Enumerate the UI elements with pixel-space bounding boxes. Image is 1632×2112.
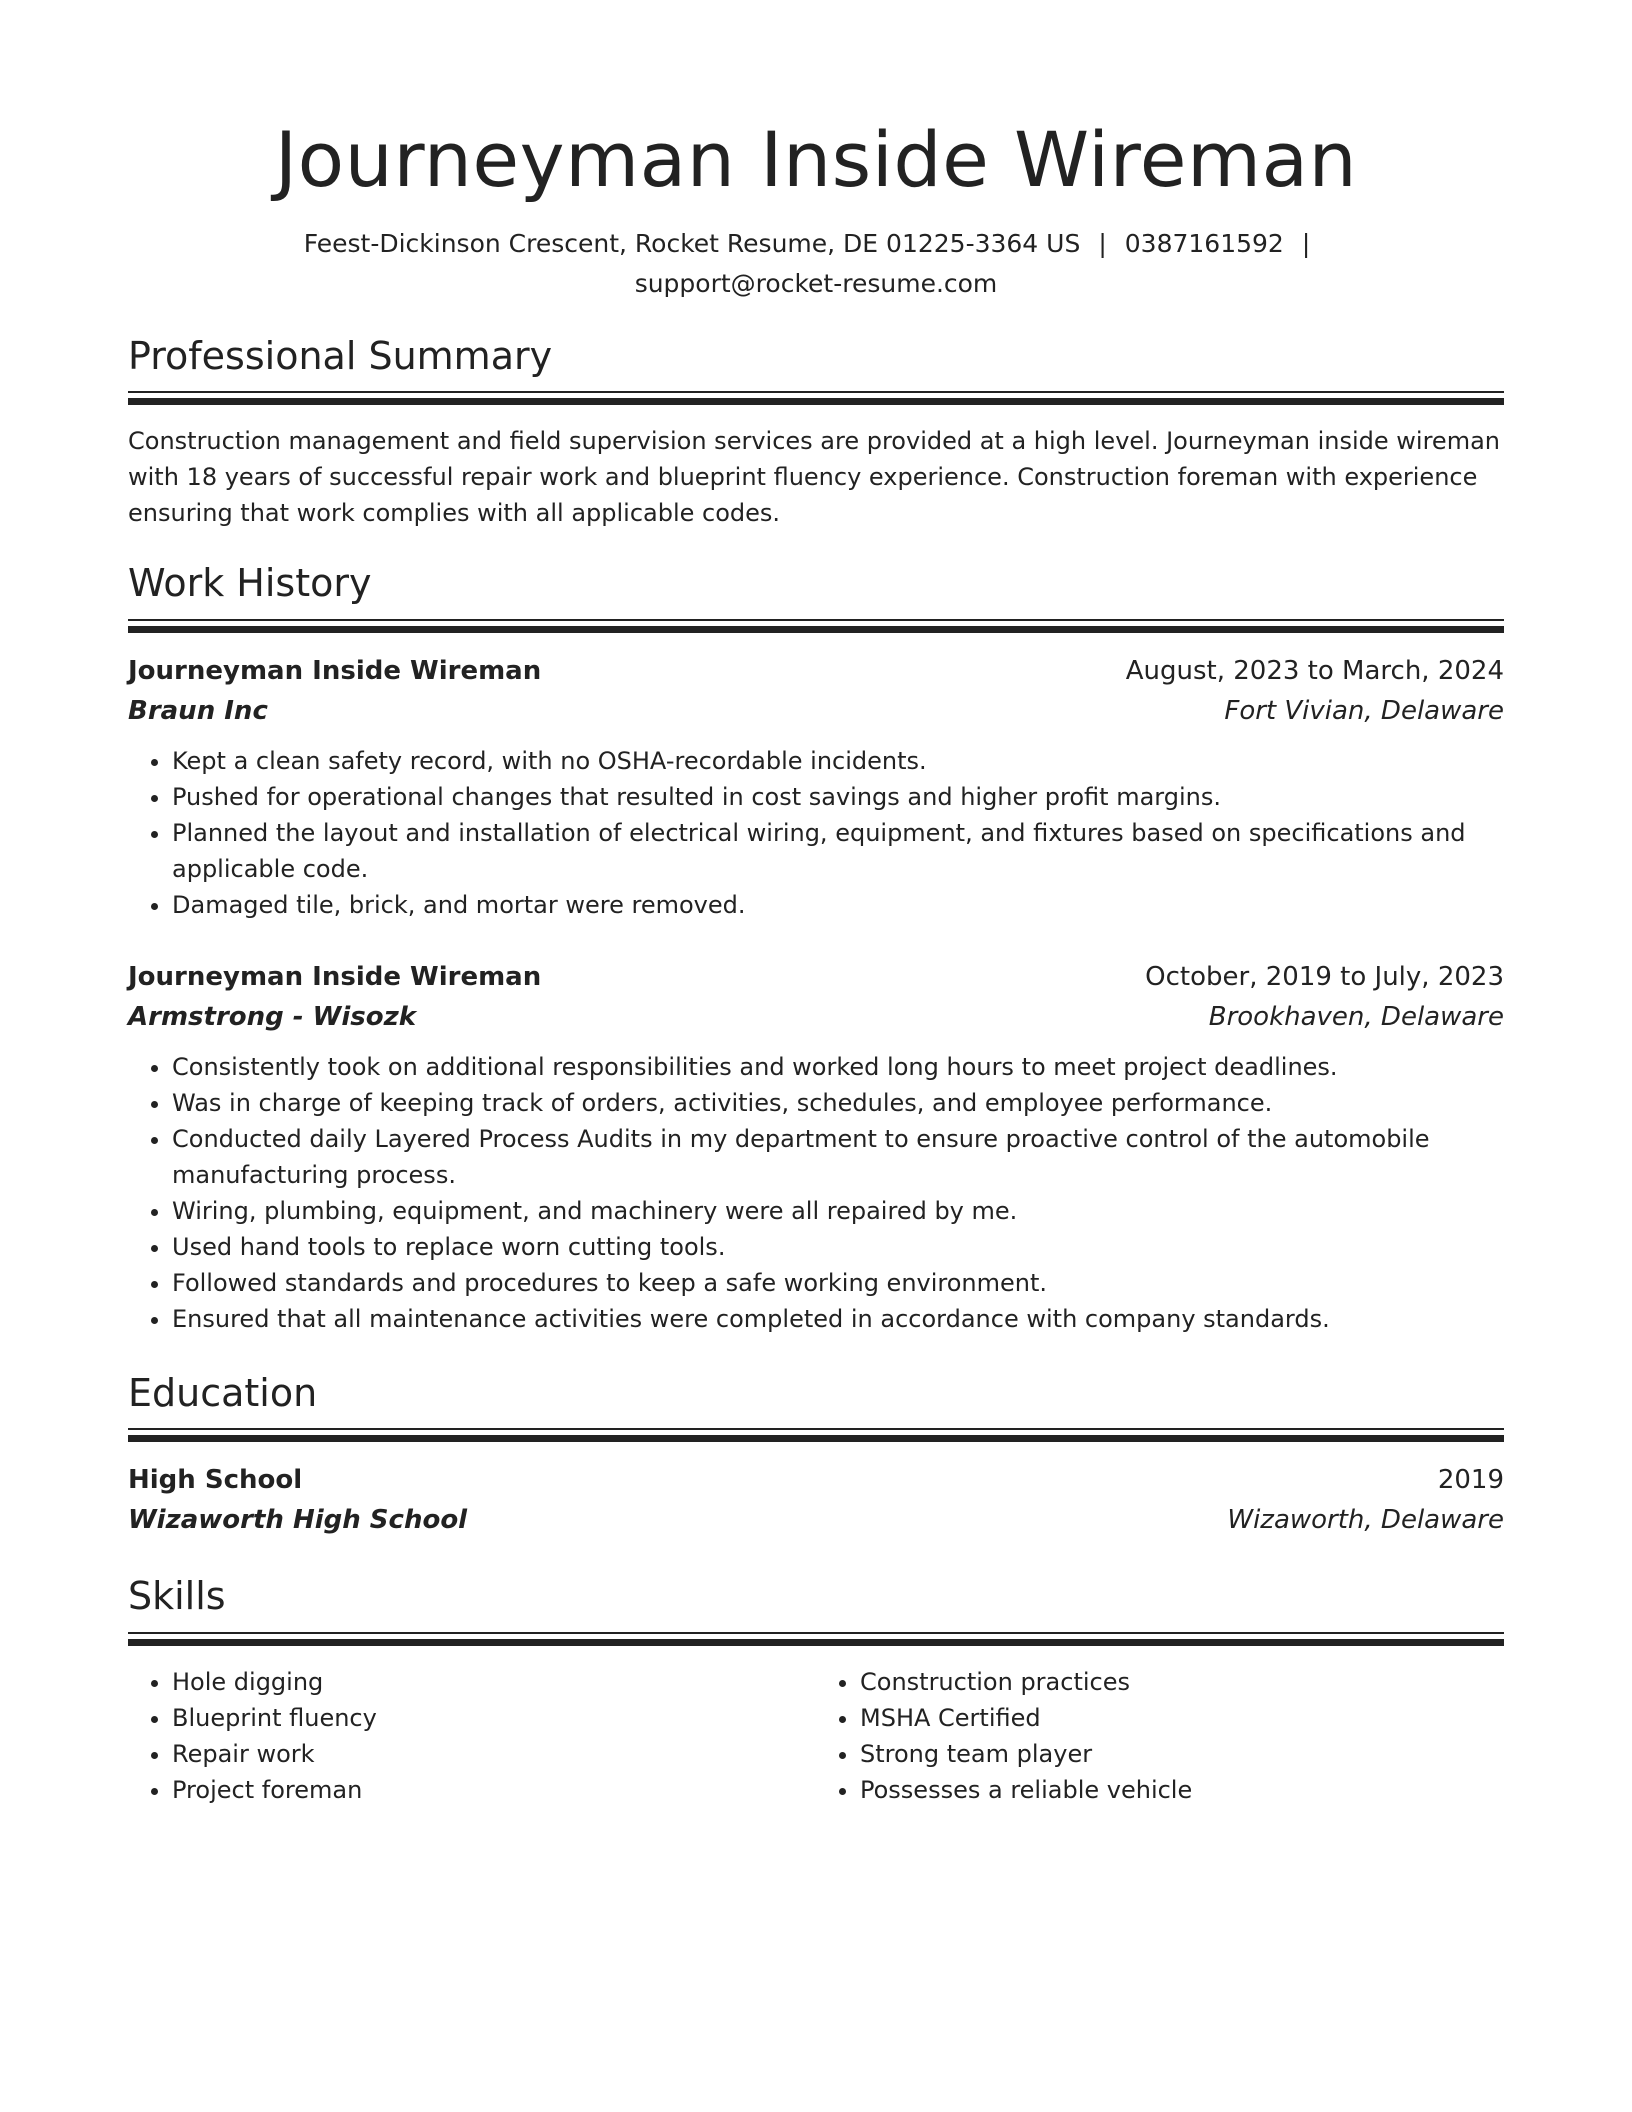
summary-text: Construction management and field supervision services are provided at a high level. Journeyman inside wireman with 18 years of successful repair work and blueprint fluency experience. Construction foreman with experience ensuring that work complies with all applicable codes.: [128, 427, 1500, 528]
education-location: Wizaworth, Delaware: [1227, 1505, 1504, 1536]
list-item: • Followed standards and procedures to keep a safe working environment.: [172, 1265, 1504, 1301]
job-title: Journeyman Inside Wireman: [128, 961, 542, 992]
job-title: Journeyman Inside Wireman: [128, 655, 542, 686]
candidate-name: Journeyman Inside Wireman: [274, 115, 1358, 204]
job-entry: [128, 957, 1504, 1337]
job-location: Fort Vivian, Delaware: [1224, 695, 1504, 726]
education-subheader: [128, 1500, 1504, 1540]
address: Feest-Dickinson Crescent, Rocket Resume, DE 01225-3364 US: [303, 228, 1081, 258]
job-header: [128, 957, 1504, 997]
job-bullets: [128, 743, 1504, 923]
list-item: • Was in charge of keeping track of orders, activities, schedules, and employee performance.: [172, 1085, 1504, 1121]
education-entry: [128, 1460, 1504, 1540]
job-dates: August, 2023 to March, 2024: [1125, 655, 1504, 686]
education-year: 2019: [1437, 1465, 1504, 1496]
list-item: • Possesses a reliable vehicle: [860, 1772, 1504, 1808]
education-school: Wizaworth High School: [128, 1505, 468, 1536]
education-degree: High School: [128, 1465, 303, 1496]
section-title: Professional Summary: [128, 333, 553, 378]
skills-section: [128, 1574, 1504, 1808]
job-company: Braun Inc: [128, 695, 268, 726]
list-item: • Ensured that all maintenance activities were completed in accordance with company standards.: [172, 1301, 1504, 1337]
phone: 0387161592: [1124, 228, 1284, 258]
job-company: Armstrong - Wisozk: [128, 1001, 416, 1032]
list-item: • Conducted daily Layered Process Audits in my department to ensure proactive control of the automobile manufacturing process.: [172, 1121, 1504, 1193]
list-item: • Repair work: [172, 1736, 816, 1772]
job-header: [128, 651, 1504, 691]
contact-separator: |: [1098, 228, 1107, 258]
section-divider: [128, 391, 1504, 405]
list-item: • Used hand tools to replace worn cutting tools.: [172, 1229, 1504, 1265]
list-item: • MSHA Certified: [860, 1700, 1504, 1736]
job-subheader: [128, 691, 1504, 731]
section-divider: [128, 1632, 1504, 1646]
summary-section: [128, 334, 1504, 532]
list-item: • Pushed for operational changes that resulted in cost savings and higher profit margins.: [172, 779, 1504, 815]
list-item: • Blueprint fluency: [172, 1700, 816, 1736]
list-item: • Consistently took on additional responsibilities and worked long hours to meet project deadlines.: [172, 1049, 1504, 1085]
job-entry: [128, 651, 1504, 923]
job-location: Brookhaven, Delaware: [1208, 1001, 1504, 1032]
list-item: • Wiring, plumbing, equipment, and machinery were all repaired by me.: [172, 1193, 1504, 1229]
section-title: Education: [128, 1370, 318, 1415]
list-item: • Hole digging: [172, 1664, 816, 1700]
section-title: Skills: [128, 1574, 226, 1619]
job-subheader: [128, 997, 1504, 1037]
skills-columns: [128, 1664, 1504, 1808]
contact-separator: |: [1301, 228, 1311, 258]
education-header: [128, 1460, 1504, 1500]
list-item: • Strong team player: [860, 1736, 1504, 1772]
work-history-section: [128, 561, 1504, 1337]
section-divider: [128, 619, 1504, 633]
skills-list-right: [816, 1664, 1504, 1808]
job-bullets: [128, 1049, 1504, 1337]
email: support@rocket-resume.com: [634, 268, 998, 298]
education-section: [128, 1371, 1504, 1541]
list-item: • Construction practices: [860, 1664, 1504, 1700]
list-item: • Project foreman: [172, 1772, 816, 1808]
skills-list-left: [128, 1664, 816, 1808]
list-item: • Damaged tile, brick, and mortar were removed.: [172, 887, 1504, 923]
list-item: • Planned the layout and installation of electrical wiring, equipment, and fixtures based on specifications and applicable code.: [172, 815, 1504, 887]
list-item: • Kept a clean safety record, with no OSHA-recordable incidents.: [172, 743, 1504, 779]
contact-info: [128, 224, 1504, 304]
section-title: Work History: [128, 561, 372, 606]
job-dates: October, 2019 to July, 2023: [1145, 961, 1504, 992]
section-divider: [128, 1428, 1504, 1442]
